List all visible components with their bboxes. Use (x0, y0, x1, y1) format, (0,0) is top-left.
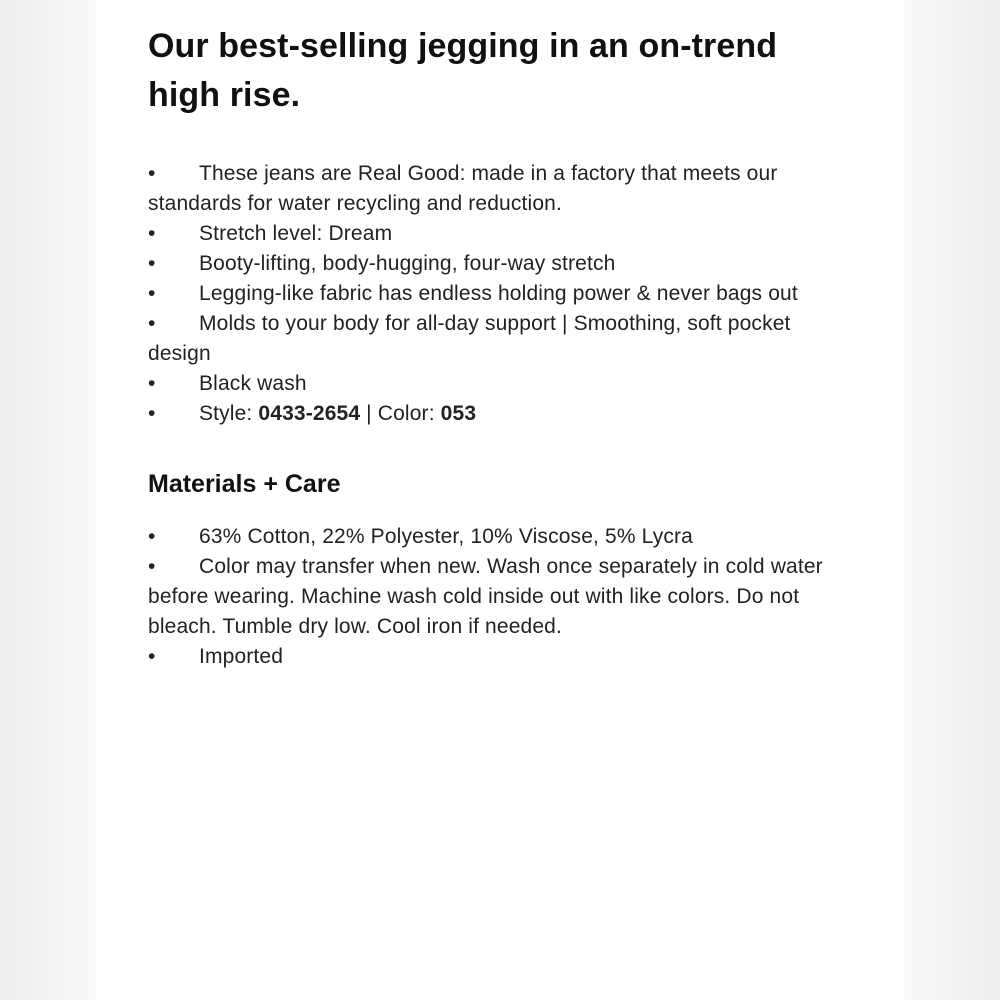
product-description (148, 22, 848, 672)
style-label: Style: (199, 402, 259, 425)
bullet-icon: • (148, 252, 156, 275)
origin-text: Imported (199, 645, 284, 668)
origin-item (148, 642, 848, 672)
bullet-icon: • (148, 222, 156, 245)
left-background-shade (0, 0, 96, 1000)
bullet-icon: • (148, 555, 156, 578)
care-item (148, 552, 848, 642)
color-code: 053 (440, 402, 477, 425)
product-description-sheet (96, 0, 904, 1000)
feature-item (148, 279, 848, 309)
feature-text: Molds to your body for all-day support | Smoothing, soft pocket design (148, 312, 791, 365)
style-separator: | (360, 402, 378, 425)
materials-care-list (148, 522, 848, 672)
feature-item (148, 249, 848, 279)
bullet-icon: • (148, 525, 156, 548)
right-background-shade (904, 0, 1000, 1000)
feature-text: Stretch level: Dream (199, 222, 393, 245)
color-label: Color: (377, 402, 441, 425)
bullet-icon: • (148, 282, 156, 305)
feature-text: Black wash (199, 372, 307, 395)
bullet-icon: • (148, 645, 156, 668)
bullet-icon: • (148, 312, 156, 335)
bullet-icon: • (148, 162, 156, 185)
feature-text: These jeans are Real Good: made in a factory that meets our standards for water recycling and reduction. (148, 162, 778, 215)
bullet-icon: • (148, 372, 156, 395)
bullet-icon: • (148, 402, 156, 425)
feature-text: Legging-like fabric has endless holding power & never bags out (199, 282, 798, 305)
materials-care-heading: Materials + Care (148, 470, 341, 498)
feature-item (148, 309, 848, 369)
materials-item (148, 522, 848, 552)
care-text: Color may transfer when new. Wash once separately in cold water before wearing. Machine wash cold inside out with like colors. Do not bleach. Tumble dry low. Cool iron if needed. (148, 555, 823, 638)
feature-item (148, 369, 848, 399)
feature-item (148, 219, 848, 249)
style-color-item (148, 399, 848, 429)
feature-list (148, 159, 848, 429)
feature-item (148, 159, 848, 219)
feature-text: Booty-lifting, body-hugging, four-way stretch (199, 252, 616, 275)
materials-text: 63% Cotton, 22% Polyester, 10% Viscose, 5% Lycra (199, 525, 693, 548)
style-number: 0433-2654 (258, 402, 361, 425)
product-headline: Our best-selling jegging in an on-trend high rise. (148, 27, 778, 114)
